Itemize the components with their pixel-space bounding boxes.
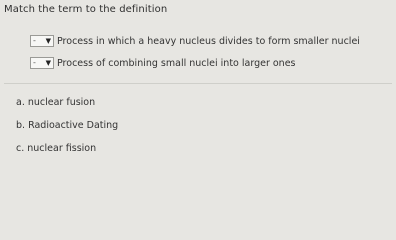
option-item: b. Radioactive Dating (16, 120, 119, 131)
select-value: - (33, 58, 36, 67)
term-select-2[interactable] (30, 57, 54, 69)
match-row (30, 56, 296, 70)
select-value: - (33, 36, 36, 45)
chevron-down-icon: ▼ (45, 36, 51, 45)
question-title: Match the term to the definition (4, 4, 168, 15)
term-select-1[interactable] (30, 35, 54, 47)
option-item: c. nuclear fission (16, 143, 97, 154)
chevron-down-icon: ▼ (45, 58, 51, 67)
option-item: a. nuclear fusion (16, 97, 96, 108)
answer-options (16, 96, 118, 165)
match-row (30, 34, 360, 48)
definition-text: Process of combining small nuclei into larger ones (57, 57, 296, 69)
divider (4, 83, 392, 84)
definition-text: Process in which a heavy nucleus divides to form smaller nuclei (57, 35, 360, 47)
